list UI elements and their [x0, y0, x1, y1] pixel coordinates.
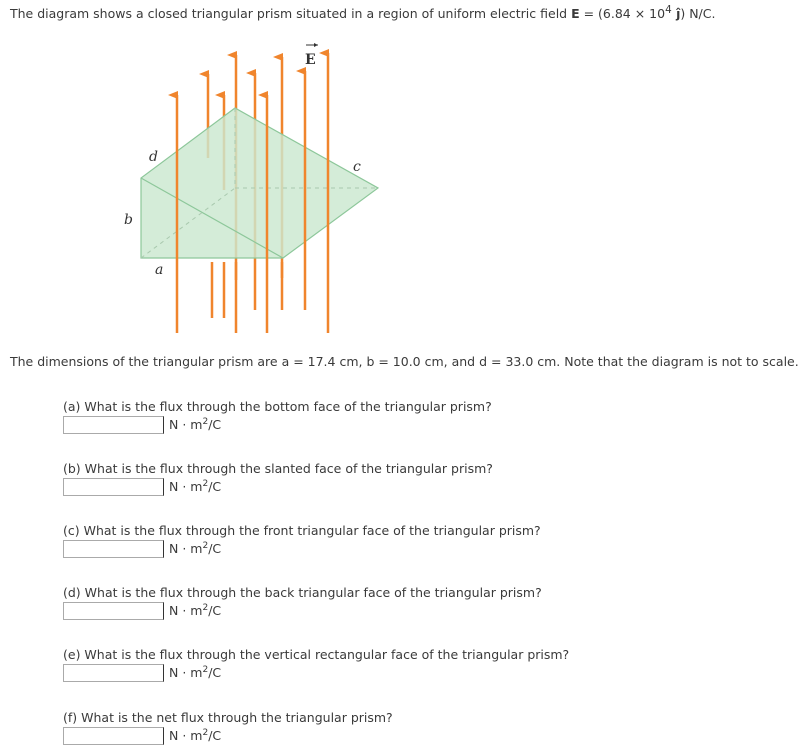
question-e: [63, 647, 569, 682]
intro-text: The diagram shows a closed triangular prism situated in a region of uniform electric field: [10, 6, 572, 22]
question-label: (e) What is the flux through the vertical rectangular face of the triangular prism?: [63, 647, 570, 662]
question-label: (d) What is the flux through the back triangular face of the triangular prism?: [63, 585, 542, 600]
answer-input-f[interactable]: [63, 727, 164, 745]
answer-input-a[interactable]: [63, 416, 164, 434]
problem-intro: [10, 4, 715, 21]
answer-input-e[interactable]: [63, 664, 164, 682]
unit-label: $N \cdot m^2/C$: [169, 603, 222, 619]
unit-label: $N \cdot m^2/C$: [169, 417, 222, 433]
question-b: [63, 461, 493, 496]
unit-label: $N \cdot m^2/C$: [169, 479, 222, 495]
field-symbol: E: [571, 6, 580, 22]
question-label: (c) What is the flux through the front triangular face of the triangular prism?: [63, 523, 541, 538]
question-c: [63, 523, 541, 558]
question-label: (f) What is the net flux through the triangular prism?: [63, 710, 393, 725]
dimension-label-d: d: [149, 149, 158, 165]
answer-input-c[interactable]: [63, 540, 164, 558]
field-vector-arrowhead: [314, 43, 318, 47]
question-label: (a) What is the flux through the bottom face of the triangular prism?: [63, 399, 492, 414]
unit-label: $N \cdot m^2/C$: [169, 665, 222, 681]
field-label: E: [305, 52, 316, 68]
unit-label: $N \cdot m^2/C$: [169, 541, 222, 557]
question-a: [63, 399, 492, 434]
dimension-label-c: c: [353, 159, 361, 175]
question-label: (b) What is the flux through the slanted face of the triangular prism?: [63, 461, 493, 476]
question-d: [63, 585, 542, 620]
dimension-label-b: b: [124, 212, 133, 228]
answer-input-d[interactable]: [63, 602, 164, 620]
question-f: [63, 710, 393, 745]
prism-diagram: [100, 40, 400, 340]
field-exponent: 4: [665, 4, 672, 16]
field-units: ) N/C.: [680, 6, 716, 22]
dimensions-text: The dimensions of the triangular prism are a = 17.4 cm, b = 10.0 cm, and d = 33.0 cm. Note that the diagram is not to scale.: [10, 354, 799, 369]
answer-input-b[interactable]: [63, 478, 164, 496]
dimension-label-a: a: [155, 262, 164, 278]
unit-vector: ĵ: [671, 6, 681, 22]
field-magnitude: = (6.84 × 10: [579, 6, 666, 22]
unit-label: $N \cdot m^2/C$: [169, 728, 222, 744]
